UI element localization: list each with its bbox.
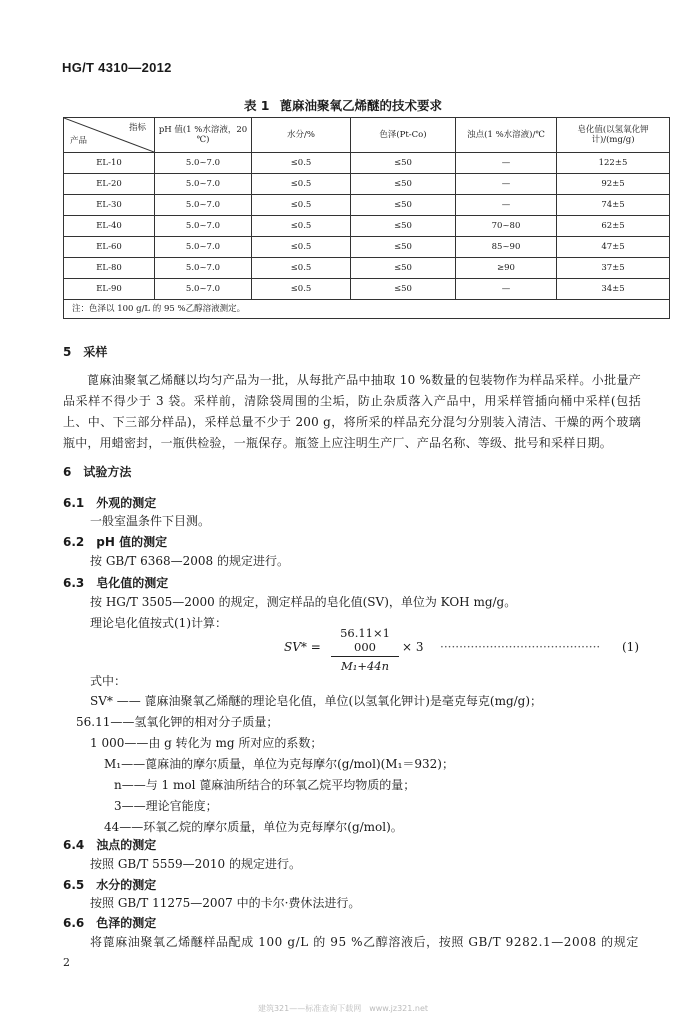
spec-table: [63, 117, 670, 319]
value-cell: 37±5: [557, 258, 670, 279]
value-cell: ≤50: [351, 279, 456, 300]
value-cell: ≤50: [351, 195, 456, 216]
value-cell: —: [456, 153, 557, 174]
page-number: 2: [63, 956, 70, 969]
table-row: [64, 195, 670, 216]
value-cell: ≤50: [351, 174, 456, 195]
section-6-2-body: 按 GB/T 6368—2008 的规定进行。: [90, 554, 289, 568]
corner-label-indicator: 指标: [128, 123, 146, 133]
section-6-1-title: 6.1 外观的测定: [63, 496, 157, 510]
where-label: 式中：: [90, 674, 127, 688]
value-cell: ≤0.5: [252, 258, 351, 279]
formula-fraction: [331, 626, 399, 673]
section-6-3-body: 按 HG/T 3505—2000 的规定，测定样品的皂化值(SV)，单位为 KOH mg/g。: [90, 595, 517, 609]
value-cell: ≤0.5: [252, 237, 351, 258]
value-cell: 122±5: [557, 153, 670, 174]
value-cell: 92±5: [557, 174, 670, 195]
column-header: 色泽(Pt-Co): [351, 118, 456, 153]
value-cell: ≤0.5: [252, 174, 351, 195]
definition-3: 3——理论官能度；: [114, 799, 218, 813]
formula-denominator: M₁+44n: [340, 659, 390, 673]
value-cell: 74±5: [557, 195, 670, 216]
value-cell: ≤50: [351, 216, 456, 237]
table-row: [64, 153, 670, 174]
product-cell: EL-80: [64, 258, 155, 279]
table-corner-cell: [64, 118, 155, 153]
definition-44: 44——环氧乙烷的摩尔质量，单位为克每摩尔(g/mol)。: [104, 820, 403, 834]
column-header: 浊点(1 %水溶液)/℃: [456, 118, 557, 153]
table-row: [64, 216, 670, 237]
section-6-title: 6 试验方法: [63, 465, 132, 479]
formula-multiplier: × 3: [402, 640, 424, 654]
value-cell: —: [456, 174, 557, 195]
value-cell: ≤50: [351, 153, 456, 174]
value-cell: ≤0.5: [252, 195, 351, 216]
column-header: 水分/%: [252, 118, 351, 153]
value-cell: 5.0~7.0: [155, 153, 252, 174]
value-cell: 5.0~7.0: [155, 279, 252, 300]
product-cell: EL-40: [64, 216, 155, 237]
formula-lhs: SV* =: [284, 640, 321, 654]
definition-sv: SV* —— 蓖麻油聚氧乙烯醚的理论皂化值，单位(以氢氧化钾计)是毫克每克(mg/g)；: [90, 694, 543, 708]
standard-header: HG/T 4310—2012: [62, 60, 172, 75]
definition-m1: M₁——蓖麻油的摩尔质量，单位为克每摩尔(g/mol)(M₁＝932)；: [104, 757, 454, 771]
section-6-4-body: 按照 GB/T 5559—2010 的规定进行。: [90, 857, 301, 871]
value-cell: —: [456, 195, 557, 216]
section-6-6-title: 6.6 色泽的测定: [63, 916, 157, 930]
formula-leader-dots: ··········································: [440, 640, 601, 654]
section-6-2-title: 6.2 pH 值的测定: [63, 535, 168, 549]
value-cell: ≤0.5: [252, 153, 351, 174]
value-cell: 5.0~7.0: [155, 258, 252, 279]
section-6-4-title: 6.4 浊点的测定: [63, 838, 157, 852]
table-row: [64, 237, 670, 258]
product-cell: EL-20: [64, 174, 155, 195]
formula-number: (1): [622, 640, 639, 654]
table-note: 注：色泽以 100 g/L 的 95 %乙醇溶液测定。: [64, 300, 670, 319]
table-caption: [0, 96, 686, 114]
section-6-5-title: 6.5 水分的测定: [63, 878, 157, 892]
definition-koh: 56.11——氢氧化钾的相对分子质量；: [76, 715, 279, 729]
value-cell: ≥90: [456, 258, 557, 279]
table-caption-title: 蓖麻油聚氧乙烯醚的技术要求: [279, 98, 443, 113]
value-cell: 5.0~7.0: [155, 216, 252, 237]
value-cell: 47±5: [557, 237, 670, 258]
watermark: 建筑321——标准查询下载网 www.jz321.net: [257, 1004, 429, 1013]
section-6-3-title: 6.3 皂化值的测定: [63, 576, 169, 590]
definition-n: n——与 1 mol 蓖麻油所结合的环氧乙烷平均物质的量；: [114, 778, 416, 792]
section-6-1-body: 一般室温条件下目测。: [90, 514, 211, 528]
value-cell: 5.0~7.0: [155, 237, 252, 258]
value-cell: 5.0~7.0: [155, 174, 252, 195]
product-cell: EL-10: [64, 153, 155, 174]
value-cell: —: [456, 279, 557, 300]
formula-numerator: 56.11×1 000: [331, 626, 399, 657]
section-5-title: 5 采样: [63, 345, 108, 359]
value-cell: 85~90: [456, 237, 557, 258]
table-row: [64, 174, 670, 195]
value-cell: 34±5: [557, 279, 670, 300]
definition-1000: 1 000——由 g 转化为 mg 所对应的系数；: [90, 736, 323, 750]
value-cell: 5.0~7.0: [155, 195, 252, 216]
formula-intro: 理论皂化值按式(1)计算：: [90, 616, 227, 630]
section-6-6-body: 将蓖麻油聚氧乙烯醚样品配成 100 g/L 的 95 %乙醇溶液后，按照 GB/T 9282.1—2008 的规定: [90, 935, 639, 949]
product-cell: EL-90: [64, 279, 155, 300]
value-cell: 70~80: [456, 216, 557, 237]
column-header: 皂化值(以氢氧化钾计)/(mg/g): [557, 118, 670, 153]
value-cell: ≤0.5: [252, 279, 351, 300]
section-6-5-body: 按照 GB/T 11275—2007 中的卡尔·费休法进行。: [90, 896, 361, 910]
value-cell: ≤0.5: [252, 216, 351, 237]
value-cell: ≤50: [351, 237, 456, 258]
section-5-body: 蓖麻油聚氧乙烯醚以均匀产品为一批，从每批产品中抽取 10 %数量的包装物作为样品采样。小批量产品采样不得少于 3 袋。采样前，清除袋周围的尘垢，防止杂质落入产品中，用采样管插向桶中采样(包括上、中、下三部分样品)，采样总量不少于 200 g，将所采的样品充分混匀分别装入清洁、干燥的两个玻璃瓶中，用蜡密封，一瓶供检验，一瓶保存。瓶签上应注明生产厂、产品名称、等级、批号和采样日期。: [63, 373, 641, 450]
product-cell: EL-30: [64, 195, 155, 216]
table-row: [64, 279, 670, 300]
value-cell: ≤50: [351, 258, 456, 279]
column-header: pH 值(1 %水溶液，20 ℃): [155, 118, 252, 153]
table-header-row: [64, 118, 670, 153]
table-note-row: [64, 300, 670, 319]
corner-label-product: 产品: [70, 135, 88, 146]
table-caption-number: 表 1: [243, 98, 270, 113]
product-cell: EL-60: [64, 237, 155, 258]
value-cell: 62±5: [557, 216, 670, 237]
table-row: [64, 258, 670, 279]
